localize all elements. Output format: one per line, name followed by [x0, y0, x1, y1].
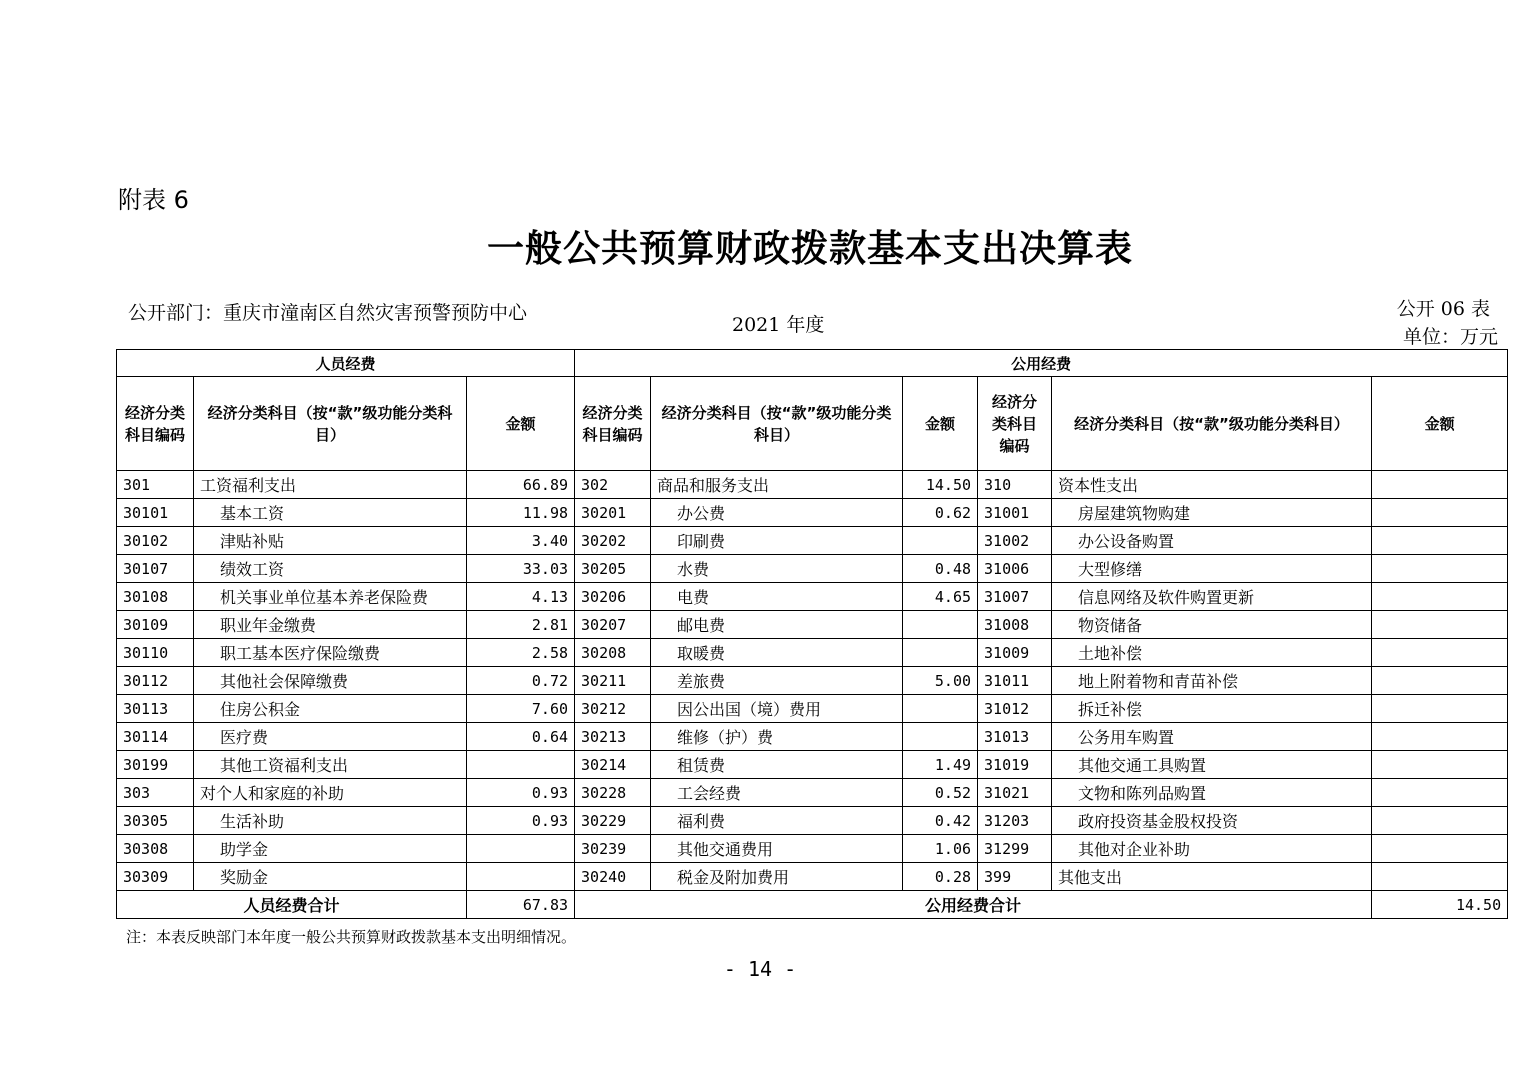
table-row — [117, 667, 1508, 695]
code-cell: 30201 — [575, 499, 651, 527]
group-header-row — [117, 350, 1508, 377]
name-cell: 基本工资 — [194, 499, 467, 527]
amount-cell — [903, 527, 978, 555]
name-cell: 津贴补贴 — [194, 527, 467, 555]
code-cell: 30240 — [575, 863, 651, 891]
name-cell: 资本性支出 — [1052, 471, 1372, 499]
code-cell: 30108 — [117, 583, 194, 611]
code-cell: 30208 — [575, 639, 651, 667]
amount-cell: 14.50 — [903, 471, 978, 499]
code-cell: 30199 — [117, 751, 194, 779]
expenditure-table — [116, 349, 1508, 919]
amount-cell — [1372, 611, 1508, 639]
name-cell: 文物和陈列品购置 — [1052, 779, 1372, 807]
col-name-header: 经济分类科目（按“款”级功能分类科目） — [194, 377, 467, 471]
amount-cell — [1372, 779, 1508, 807]
amount-cell — [903, 723, 978, 751]
name-cell: 公务用车购置 — [1052, 723, 1372, 751]
col-code-header: 经济分类科目编码 — [978, 377, 1052, 471]
amount-cell: 0.93 — [467, 807, 575, 835]
table-row — [117, 835, 1508, 863]
name-cell: 生活补助 — [194, 807, 467, 835]
code-cell: 31009 — [978, 639, 1052, 667]
table-row — [117, 499, 1508, 527]
amount-cell: 66.89 — [467, 471, 575, 499]
name-cell: 医疗费 — [194, 723, 467, 751]
amount-cell — [1372, 751, 1508, 779]
footnote: 注：本表反映部门本年度一般公共预算财政拨款基本支出明细情况。 — [126, 928, 577, 946]
amount-cell: 0.64 — [467, 723, 575, 751]
table-row — [117, 555, 1508, 583]
name-cell: 水费 — [651, 555, 903, 583]
code-cell: 30305 — [117, 807, 194, 835]
table-row — [117, 583, 1508, 611]
code-cell: 31001 — [978, 499, 1052, 527]
amount-cell: 0.28 — [903, 863, 978, 891]
amount-cell — [1372, 471, 1508, 499]
page-title: 一般公共预算财政拨款基本支出决算表 — [487, 227, 1133, 270]
amount-cell: 2.81 — [467, 611, 575, 639]
col-code-header: 经济分类科目编码 — [117, 377, 194, 471]
code-cell: 301 — [117, 471, 194, 499]
col-name-header: 经济分类科目（按“款”级功能分类科目） — [1052, 377, 1372, 471]
amount-cell — [903, 639, 978, 667]
amount-cell — [1372, 583, 1508, 611]
table-row — [117, 723, 1508, 751]
code-cell: 31012 — [978, 695, 1052, 723]
personnel-group-header: 人员经费 — [117, 350, 575, 377]
code-cell: 31299 — [978, 835, 1052, 863]
name-cell: 政府投资基金股权投资 — [1052, 807, 1372, 835]
name-cell: 取暖费 — [651, 639, 903, 667]
total-row — [117, 891, 1508, 919]
amount-cell — [1372, 807, 1508, 835]
table-row — [117, 779, 1508, 807]
code-cell: 30112 — [117, 667, 194, 695]
name-cell: 工会经费 — [651, 779, 903, 807]
name-cell: 差旅费 — [651, 667, 903, 695]
name-cell: 维修（护）费 — [651, 723, 903, 751]
name-cell: 福利费 — [651, 807, 903, 835]
fiscal-year: 2021 年度 — [732, 314, 825, 336]
name-cell: 住房公积金 — [194, 695, 467, 723]
table-number: 公开 06 表 — [1396, 298, 1490, 320]
code-cell: 31021 — [978, 779, 1052, 807]
name-cell: 机关事业单位基本养老保险费 — [194, 583, 467, 611]
table-row — [117, 695, 1508, 723]
col-amount-header: 金额 — [467, 377, 575, 471]
personnel-total-label: 人员经费合计 — [117, 891, 467, 919]
column-header-row — [117, 377, 1508, 471]
personnel-total-value: 67.83 — [467, 891, 575, 919]
code-cell: 399 — [978, 863, 1052, 891]
name-cell: 电费 — [651, 583, 903, 611]
name-cell: 其他对企业补助 — [1052, 835, 1372, 863]
name-cell: 办公费 — [651, 499, 903, 527]
amount-cell — [467, 751, 575, 779]
name-cell: 奖励金 — [194, 863, 467, 891]
amount-cell: 4.65 — [903, 583, 978, 611]
table-row — [117, 807, 1508, 835]
amount-cell — [1372, 527, 1508, 555]
code-cell: 30110 — [117, 639, 194, 667]
code-cell: 31002 — [978, 527, 1052, 555]
code-cell: 30309 — [117, 863, 194, 891]
name-cell: 其他社会保障缴费 — [194, 667, 467, 695]
col-code-header: 经济分类科目编码 — [575, 377, 651, 471]
name-cell: 其他交通费用 — [651, 835, 903, 863]
code-cell: 30205 — [575, 555, 651, 583]
code-cell: 302 — [575, 471, 651, 499]
name-cell: 因公出国（境）费用 — [651, 695, 903, 723]
amount-cell: 5.00 — [903, 667, 978, 695]
name-cell: 商品和服务支出 — [651, 471, 903, 499]
unit-label: 单位：万元 — [1402, 326, 1498, 348]
name-cell: 工资福利支出 — [194, 471, 467, 499]
table-row — [117, 611, 1508, 639]
amount-cell — [1372, 639, 1508, 667]
code-cell: 31019 — [978, 751, 1052, 779]
name-cell: 绩效工资 — [194, 555, 467, 583]
amount-cell: 3.40 — [467, 527, 575, 555]
col-amount-header: 金额 — [903, 377, 978, 471]
page-number: - 14 - — [723, 957, 797, 981]
code-cell: 30114 — [117, 723, 194, 751]
code-cell: 31203 — [978, 807, 1052, 835]
amount-cell: 4.13 — [467, 583, 575, 611]
amount-cell: 11.98 — [467, 499, 575, 527]
table-row — [117, 639, 1508, 667]
amount-cell: 0.62 — [903, 499, 978, 527]
code-cell: 30102 — [117, 527, 194, 555]
code-cell: 30308 — [117, 835, 194, 863]
amount-cell: 0.52 — [903, 779, 978, 807]
code-cell: 30229 — [575, 807, 651, 835]
code-cell: 31006 — [978, 555, 1052, 583]
name-cell: 印刷费 — [651, 527, 903, 555]
name-cell: 邮电费 — [651, 611, 903, 639]
public-group-header: 公用经费 — [575, 350, 1508, 377]
table-row — [117, 751, 1508, 779]
name-cell: 税金及附加费用 — [651, 863, 903, 891]
col-name-header: 经济分类科目（按“款”级功能分类科目） — [651, 377, 903, 471]
code-cell: 30109 — [117, 611, 194, 639]
amount-cell: 0.93 — [467, 779, 575, 807]
amount-cell: 2.58 — [467, 639, 575, 667]
amount-cell — [1372, 667, 1508, 695]
code-cell: 30202 — [575, 527, 651, 555]
code-cell: 310 — [978, 471, 1052, 499]
name-cell: 对个人和家庭的补助 — [194, 779, 467, 807]
amount-cell: 1.06 — [903, 835, 978, 863]
table-row — [117, 471, 1508, 499]
amount-cell: 0.72 — [467, 667, 575, 695]
amount-cell: 0.48 — [903, 555, 978, 583]
amount-cell — [1372, 835, 1508, 863]
amount-cell — [1372, 499, 1508, 527]
code-cell: 30214 — [575, 751, 651, 779]
amount-cell — [1372, 723, 1508, 751]
name-cell: 信息网络及软件购置更新 — [1052, 583, 1372, 611]
col-amount-header: 金额 — [1372, 377, 1508, 471]
amount-cell — [467, 863, 575, 891]
amount-cell — [903, 695, 978, 723]
amount-cell: 33.03 — [467, 555, 575, 583]
name-cell: 其他支出 — [1052, 863, 1372, 891]
code-cell: 30239 — [575, 835, 651, 863]
public-total-value: 14.50 — [1372, 891, 1508, 919]
code-cell: 303 — [117, 779, 194, 807]
code-cell: 30212 — [575, 695, 651, 723]
amount-cell — [467, 835, 575, 863]
name-cell: 土地补偿 — [1052, 639, 1372, 667]
name-cell: 拆迁补偿 — [1052, 695, 1372, 723]
name-cell: 房屋建筑物购建 — [1052, 499, 1372, 527]
amount-cell: 0.42 — [903, 807, 978, 835]
amount-cell — [1372, 863, 1508, 891]
amount-cell: 7.60 — [467, 695, 575, 723]
name-cell: 职工基本医疗保险缴费 — [194, 639, 467, 667]
code-cell: 30101 — [117, 499, 194, 527]
table-row — [117, 863, 1508, 891]
attachment-label: 附表 6 — [118, 186, 189, 214]
name-cell: 职业年金缴费 — [194, 611, 467, 639]
amount-cell — [1372, 695, 1508, 723]
amount-cell — [1372, 555, 1508, 583]
name-cell: 其他交通工具购置 — [1052, 751, 1372, 779]
code-cell: 30206 — [575, 583, 651, 611]
name-cell: 物资储备 — [1052, 611, 1372, 639]
public-total-label: 公用经费合计 — [575, 891, 1372, 919]
name-cell: 其他工资福利支出 — [194, 751, 467, 779]
code-cell: 30211 — [575, 667, 651, 695]
code-cell: 30213 — [575, 723, 651, 751]
code-cell: 30107 — [117, 555, 194, 583]
code-cell: 30113 — [117, 695, 194, 723]
code-cell: 31013 — [978, 723, 1052, 751]
name-cell: 地上附着物和青苗补偿 — [1052, 667, 1372, 695]
name-cell: 大型修缮 — [1052, 555, 1372, 583]
name-cell: 助学金 — [194, 835, 467, 863]
code-cell: 31011 — [978, 667, 1052, 695]
amount-cell: 1.49 — [903, 751, 978, 779]
table-row — [117, 527, 1508, 555]
code-cell: 31007 — [978, 583, 1052, 611]
department-label: 公开部门：重庆市潼南区自然灾害预警预防中心 — [128, 302, 528, 324]
code-cell: 31008 — [978, 611, 1052, 639]
amount-cell — [903, 611, 978, 639]
code-cell: 30228 — [575, 779, 651, 807]
code-cell: 30207 — [575, 611, 651, 639]
name-cell: 租赁费 — [651, 751, 903, 779]
name-cell: 办公设备购置 — [1052, 527, 1372, 555]
